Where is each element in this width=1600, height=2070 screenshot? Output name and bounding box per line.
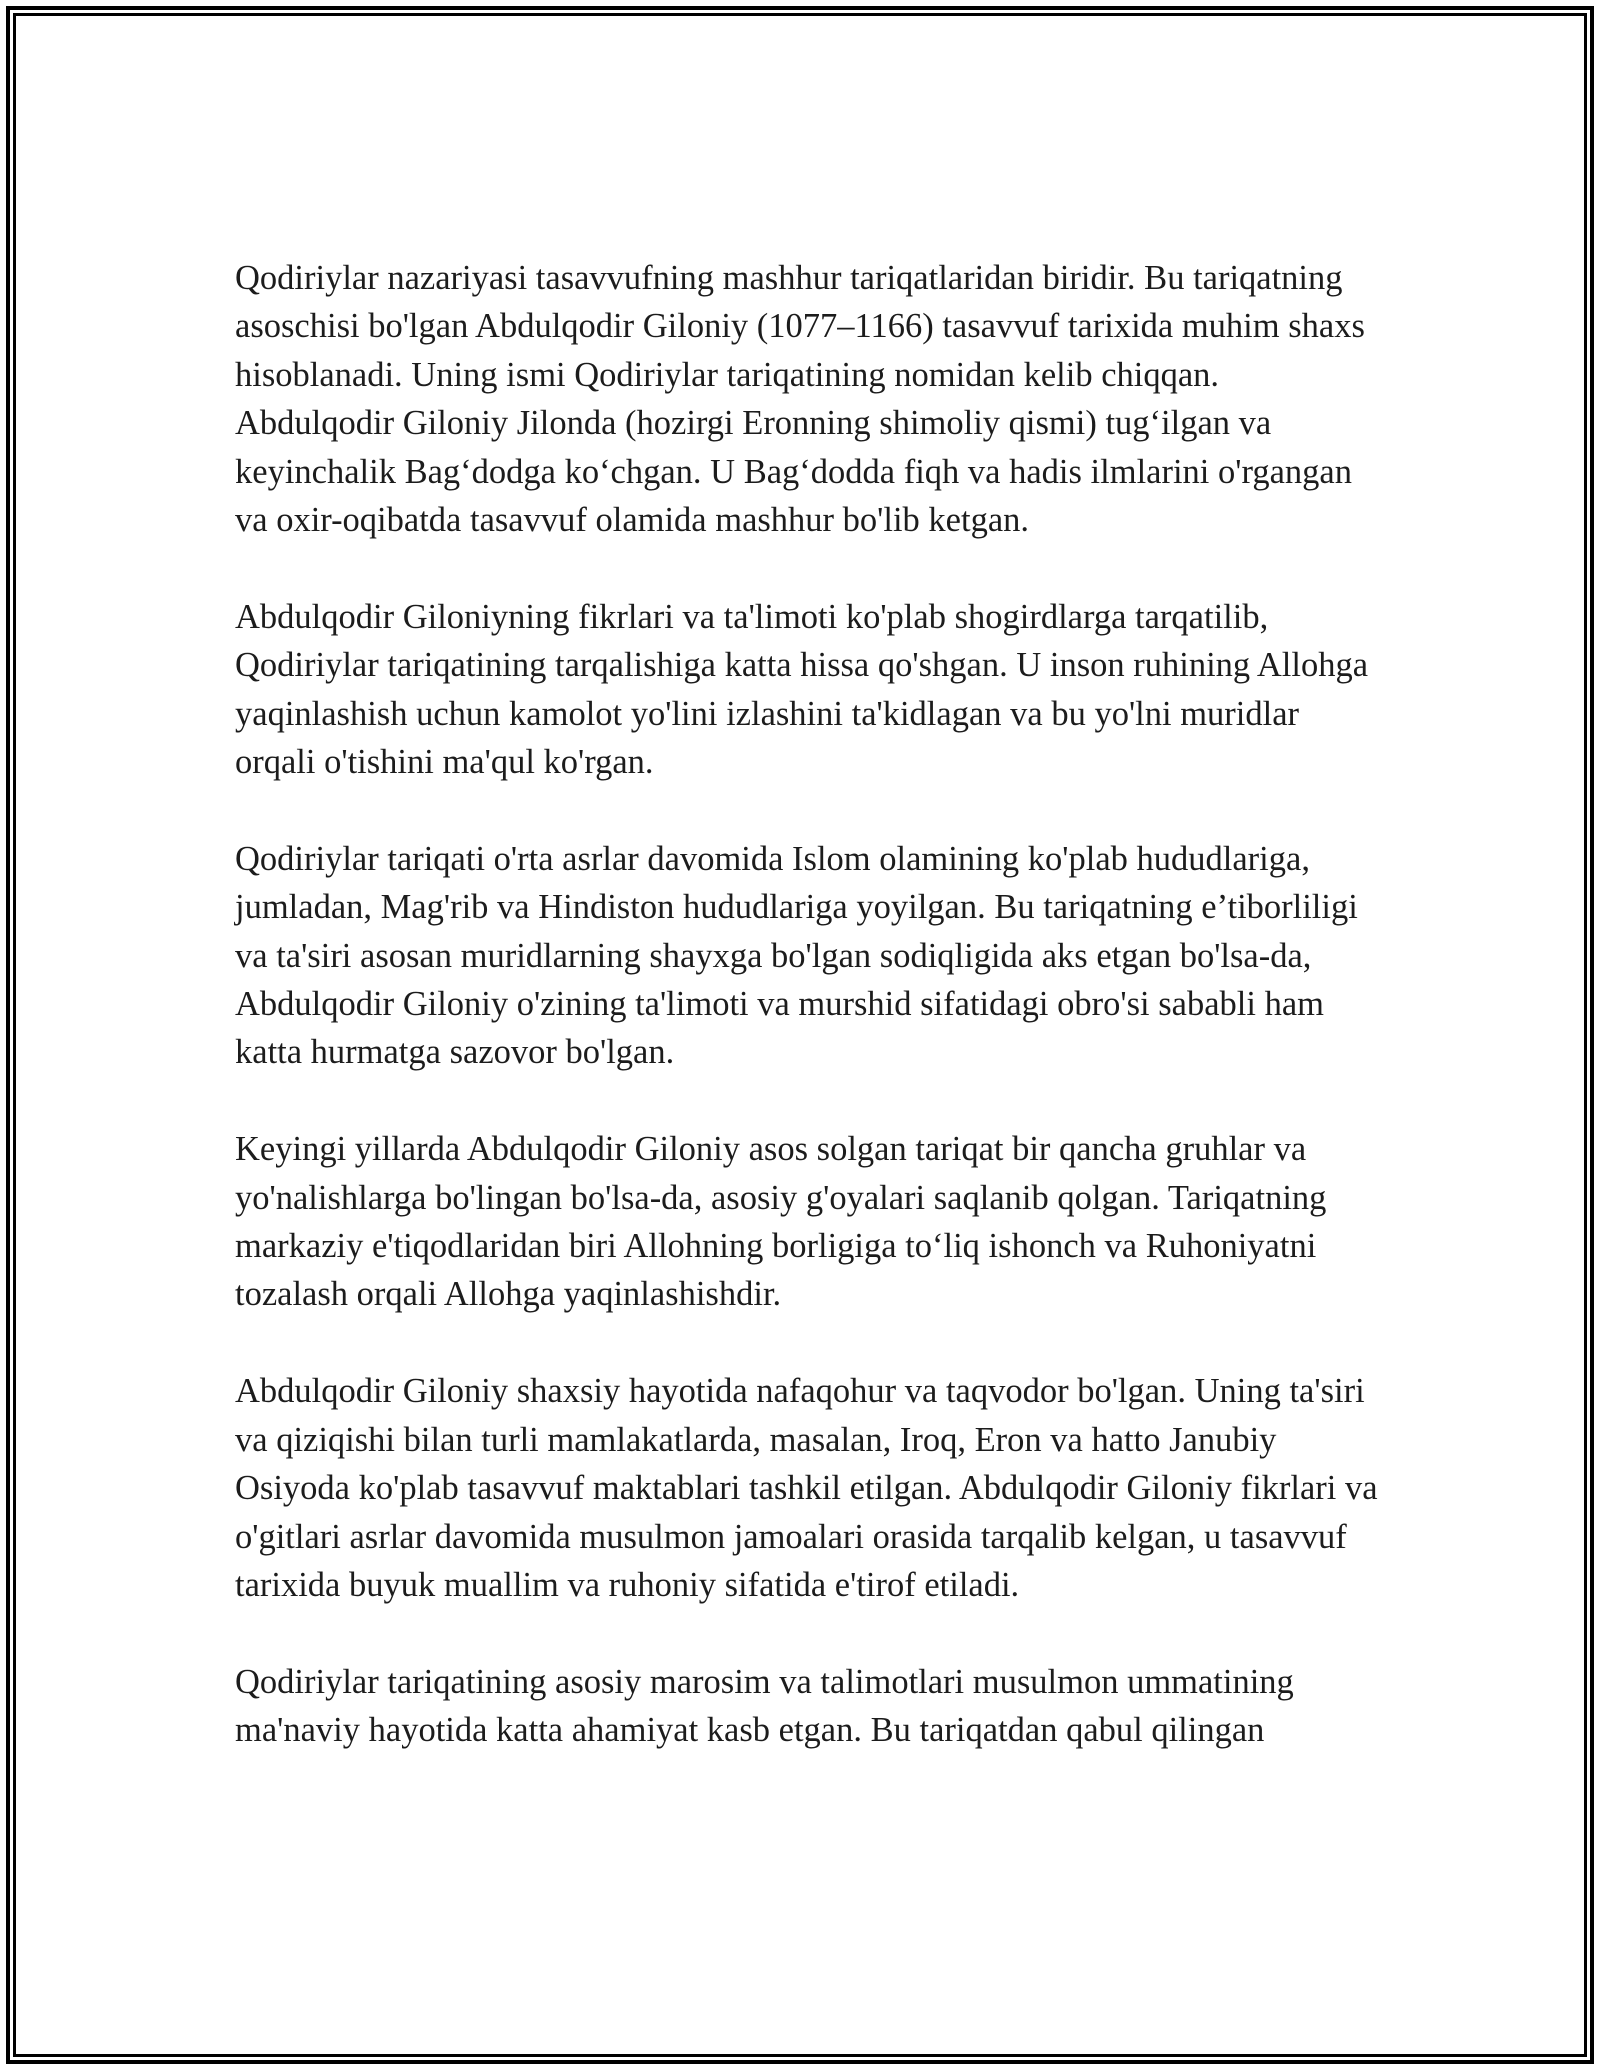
paragraph-1: Qodiriylar nazariyasi tasavvufning mashhur tariqatlaridan biridir. Bu tariqatning asoschisi bo'lgan Abdulqodir Giloniy (1077–1166) tasavvuf tarixida muhim shaxs hisoblanadi. Uning ismi Qodiriylar tariqatining nomidan kelib chiqqan. Abdulqodir Giloniy Jilonda (hozirgi Eronning shimoliy qismi) tug‘ilgan va keyinchalik Bag‘dodga ko‘chgan. U Bag‘dodda fiqh va hadis ilmlarini o'rgangan va oxir-oqibatda tasavvuf olamida mashhur bo'lib ketgan. <box>235 259 1365 540</box>
paragraph-6: Qodiriylar tariqatining asosiy marosim va talimotlari musulmon ummatining ma'naviy hayotida katta ahamiyat kasb etgan. Bu tariqatdan qabul qilingan <box>235 1662 1294 1750</box>
document-body <box>235 254 1380 1803</box>
paragraph-5: Abdulqodir Giloniy shaxsiy hayotida nafaqohur va taqvodor bo'lgan. Uning ta'siri va qiziqishi bilan turli mamlakatlarda, masalan, Iroq, Eron va hatto Janubiy Osiyoda ko'plab tasavvuf maktablari tashkil etilgan. Abdulqodir Giloniy fikrlari va o'gitlari asrlar davomida musulmon jamoalari orasida tarqalib kelgan, u tasavvuf tarixida buyuk muallim va ruhoniy sifatida e'tirof etiladi. <box>235 1372 1378 1604</box>
paragraph-4: Keyingi yillarda Abdulqodir Giloniy asos solgan tariqat bir qancha gruhlar va yo'nalishlarga bo'lingan bo'lsa-da, asosiy g'oyalari saqlanib qolgan. Tariqatning markaziy e'tiqodlaridan biri Allohning borligiga to‘liq ishonch va Ruhoniyatni tozalash orqali Allohga yaqinlashishdir. <box>235 1130 1327 1314</box>
paragraph-2: Abdulqodir Giloniyning fikrlari va ta'limoti ko'plab shogirdlarga tarqatilib, Qodiriylar tariqatining tarqalishiga katta hissa qo'shgan. U inson ruhining Allohga yaqinlashish uchun kamolot yo'lini izlashini ta'kidlagan va bu yo'lni muridlar orqali o'tishini ma'qul ko'rgan. <box>235 597 1369 782</box>
paragraph-3: Qodiriylar tariqati o'rta asrlar davomida Islom olamining ko'plab hududlariga, jumladan, Mag'rib va Hindiston hududlariga yoyilgan. Bu tariqatning e’tiborliligi va ta'siri asosan muridlarning shayxga bo'lgan sodiqligida aks etgan bo'lsa-da, Abdulqodir Giloniy o'zining ta'limoti va murshid sifatidagi obro'si sababli ham katta hurmatga sazovor bo'lgan. <box>235 839 1358 1072</box>
